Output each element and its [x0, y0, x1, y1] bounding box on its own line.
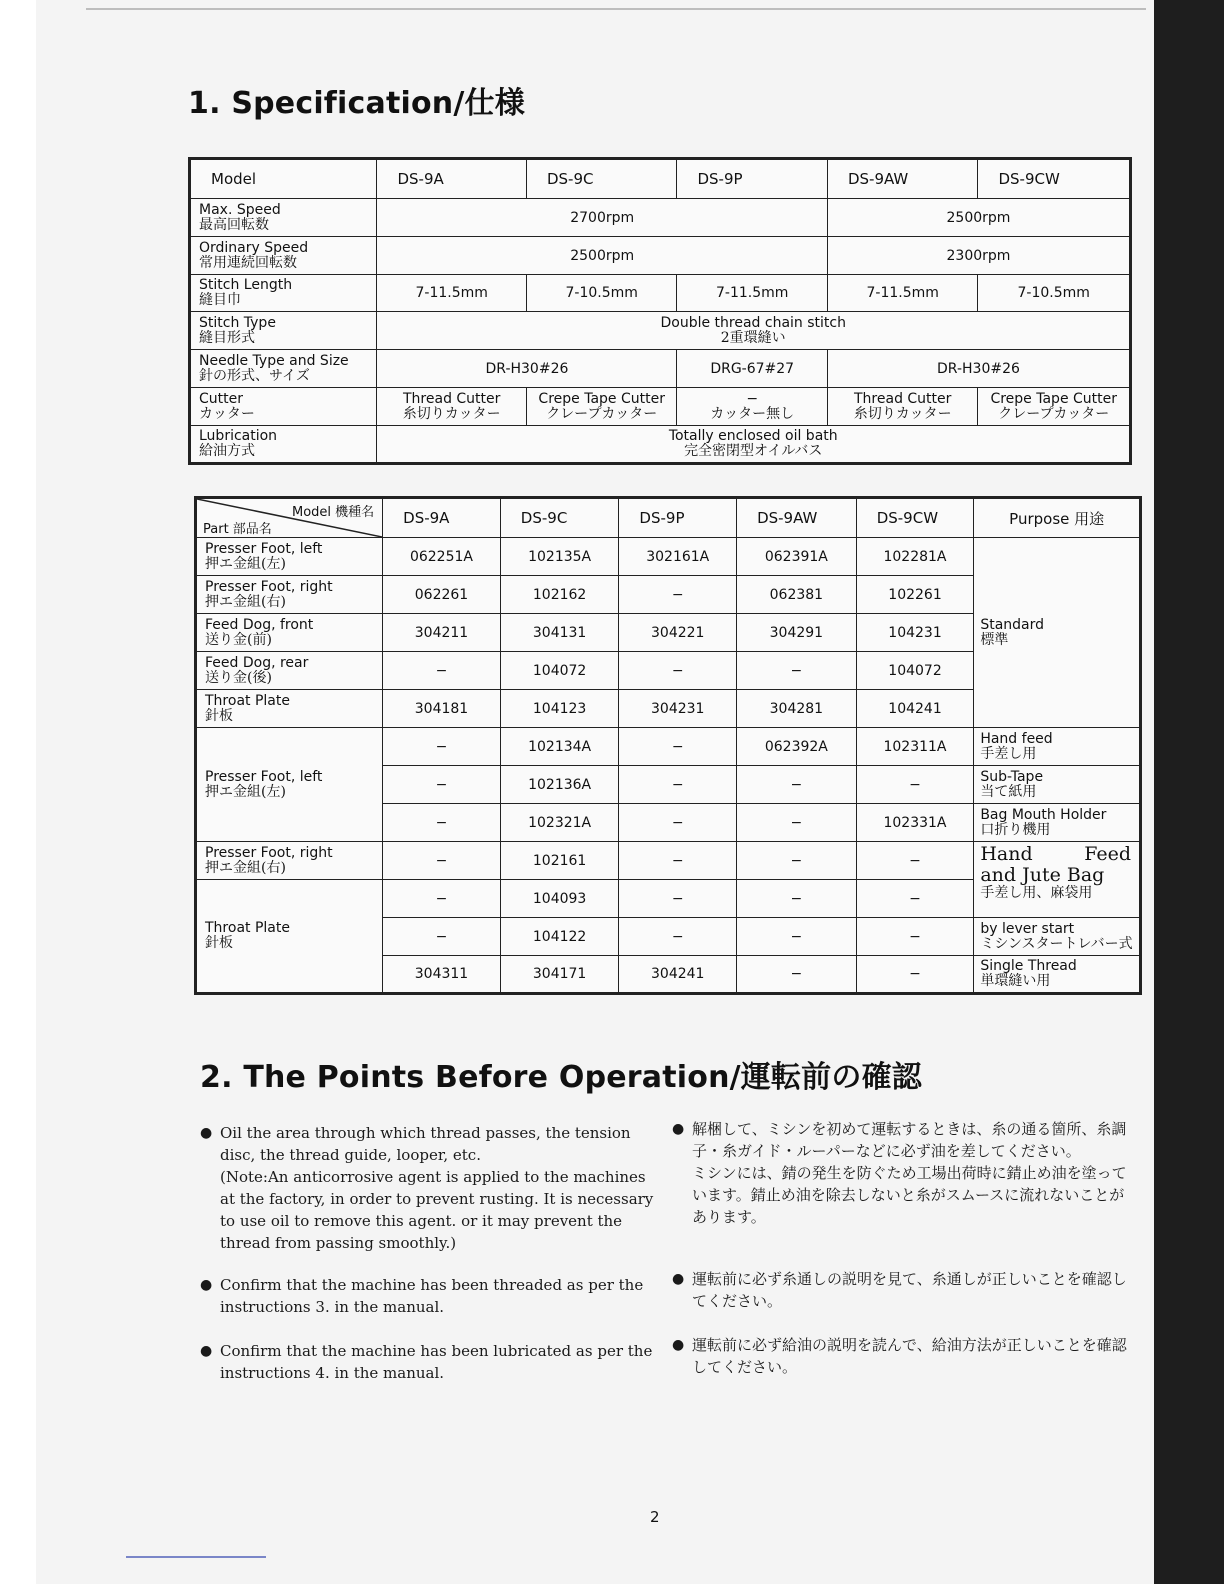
model-name: DS-9CW: [978, 159, 1131, 199]
part-number: −: [383, 880, 501, 918]
part-number: −: [383, 918, 501, 956]
part-number: −: [383, 804, 501, 842]
model-name: DS-9A: [383, 498, 501, 538]
row-label: Ordinary Speed 常用連続回転数: [190, 237, 377, 275]
purpose-cell: Sub-Tape 当て紙用: [974, 766, 1141, 804]
part-number: 104123: [500, 690, 619, 728]
part-label: Presser Foot, right 押エ金組(右): [196, 576, 383, 614]
part-number: 062381: [737, 576, 857, 614]
part-number: 062261: [383, 576, 501, 614]
part-number: −: [737, 880, 857, 918]
point-en-3: [200, 1340, 656, 1384]
spec-header-row: [190, 159, 1131, 199]
purpose-cell: Single Thread 単環縫い用: [974, 956, 1141, 994]
parts-row: [196, 728, 1141, 766]
scan-bottom-mark: [126, 1556, 266, 1558]
part-number: −: [737, 766, 857, 804]
part-label: Throat Plate 針板: [196, 880, 383, 994]
row-label: Stitch Length 縫目巾: [190, 275, 377, 312]
part-number: 304231: [619, 690, 737, 728]
purpose-cell: by lever start ミシンスタートレバー式: [974, 918, 1141, 956]
part-number: 102321A: [500, 804, 619, 842]
part-number: −: [619, 652, 737, 690]
part-number: −: [856, 956, 974, 994]
part-number: −: [737, 956, 857, 994]
bullet-text: ● Oil the area through which thread passes, the tension disc, the thread guide, looper, etc.: [200, 1122, 656, 1166]
ordinary-speed-row: [190, 237, 1131, 275]
stitch-length-value: 7-10.5mm: [526, 275, 677, 312]
part-label: Presser Foot, right 押エ金組(右): [196, 842, 383, 880]
part-number: 102135A: [500, 538, 619, 576]
part-number: −: [383, 842, 501, 880]
part-number: 304291: [737, 614, 857, 652]
part-number: 304311: [383, 956, 501, 994]
part-number: 062392A: [737, 728, 857, 766]
point-jp-3: [672, 1334, 1132, 1378]
scan-dark-margin: [1154, 0, 1224, 1584]
bullet-text: ● 運転前に必ず給油の説明を読んで、給油方法が正しいことを確認してください。: [672, 1334, 1132, 1378]
part-number: 102136A: [500, 766, 619, 804]
ordinary-speed-value: 2300rpm: [827, 237, 1130, 275]
part-number: 304241: [619, 956, 737, 994]
part-number: 062391A: [737, 538, 857, 576]
stitch-length-row: [190, 275, 1131, 312]
part-number: −: [619, 576, 737, 614]
page-top-edge: [86, 8, 1146, 10]
stitch-type-value: Double thread chain stitch 2重環縫い: [377, 312, 1131, 350]
cutter-value: Crepe Tape Cutter クレープカッター: [526, 388, 677, 426]
part-number: 104072: [500, 652, 619, 690]
part-number: −: [737, 842, 857, 880]
point-jp-1: [672, 1118, 1132, 1228]
cutter-value: − カッター無し: [677, 388, 828, 426]
part-number: −: [383, 652, 501, 690]
part-label: Feed Dog, front 送り金(前): [196, 614, 383, 652]
part-label: Presser Foot, left 押エ金組(左): [196, 728, 383, 842]
max-speed-value: 2700rpm: [377, 199, 828, 237]
part-number: 304221: [619, 614, 737, 652]
part-number: −: [619, 804, 737, 842]
part-number: −: [737, 804, 857, 842]
part-number: 102161: [500, 842, 619, 880]
point-en-1: [200, 1122, 656, 1254]
part-number: −: [856, 918, 974, 956]
parts-row: [196, 538, 1141, 576]
row-label: Max. Speed 最高回転数: [190, 199, 377, 237]
lubrication-value: Totally enclosed oil bath 完全密閉型オイルバス: [377, 426, 1131, 464]
needle-value: DR-H30#26: [377, 350, 677, 388]
part-number: −: [619, 728, 737, 766]
section-2-title: 2. The Points Before Operation/運転前の確認: [200, 1060, 922, 1095]
part-number: −: [619, 766, 737, 804]
model-label: Model: [190, 159, 377, 199]
parts-row: [196, 842, 1141, 880]
bullet-text: ● 運転前に必ず糸通しの説明を見て、糸通しが正しいことを確認してください。: [672, 1268, 1132, 1312]
part-number: −: [619, 918, 737, 956]
model-name: DS-9C: [500, 498, 619, 538]
point-en-2: [200, 1274, 656, 1318]
stitch-type-row: [190, 312, 1131, 350]
part-number: −: [383, 728, 501, 766]
part-label: Throat Plate 針板: [196, 690, 383, 728]
purpose-header: Purpose 用途: [974, 498, 1141, 538]
model-name: DS-9P: [619, 498, 737, 538]
model-name: DS-9C: [526, 159, 677, 199]
model-name: DS-9AW: [737, 498, 857, 538]
part-number: 102162: [500, 576, 619, 614]
part-number: 102331A: [856, 804, 974, 842]
part-number: −: [856, 842, 974, 880]
part-label: Presser Foot, left 押エ金組(左): [196, 538, 383, 576]
max-speed-value: 2500rpm: [827, 199, 1130, 237]
part-number: 102311A: [856, 728, 974, 766]
header-part-label: Part 部品名: [203, 522, 272, 537]
bullet-text: ● Confirm that the machine has been threaded as per the instructions 3. in the manual.: [200, 1274, 656, 1318]
part-number: 062251A: [383, 538, 501, 576]
model-part-header: [196, 498, 383, 538]
parts-header-row: [196, 498, 1141, 538]
row-label: Cutter カッター: [190, 388, 377, 426]
part-number: 104093: [500, 880, 619, 918]
purpose-cell: Hand feed 手差し用: [974, 728, 1141, 766]
part-number: −: [619, 880, 737, 918]
part-number: −: [383, 766, 501, 804]
stitch-length-value: 7-11.5mm: [377, 275, 527, 312]
section-1-title: 1. Specification/仕様: [188, 86, 525, 121]
part-number: 304181: [383, 690, 501, 728]
part-number: −: [619, 842, 737, 880]
needle-value: DRG-67#27: [677, 350, 828, 388]
part-number: 304171: [500, 956, 619, 994]
part-number: 102134A: [500, 728, 619, 766]
cutter-value: Thread Cutter 糸切りカッター: [377, 388, 527, 426]
lubrication-row: [190, 426, 1131, 464]
part-number: 304281: [737, 690, 857, 728]
cutter-value: Crepe Tape Cutter クレープカッター: [978, 388, 1131, 426]
purpose-standard: Standard 標準: [974, 538, 1141, 728]
note-text: (Note:An anticorrosive agent is applied to the machines at the factory, in order to prevent rusting. It is necessary to use oil to remove this agent. or it may prevent the thread from passing smoothly.): [220, 1168, 654, 1252]
note-text: ミシンには、錆の発生を防ぐため工場出荷時に錆止め油を塗っています。錆止め油を除去しないと糸がスムースに流れないことがあります。: [692, 1164, 1127, 1226]
purpose-hand-feed-jute: Hand Feed and Jute Bag 手差し用、麻袋用: [974, 842, 1141, 918]
row-label: Lubrication 給油方式: [190, 426, 377, 464]
needle-row: [190, 350, 1131, 388]
part-number: −: [737, 652, 857, 690]
part-number: 102281A: [856, 538, 974, 576]
bullet-text: ● 解梱して、ミシンを初めて運転するときは、糸の通る箇所、糸調子・糸ガイド・ルーパーなどに必ず油を差してください。: [672, 1118, 1132, 1162]
part-number: 104122: [500, 918, 619, 956]
part-number: 302161A: [619, 538, 737, 576]
row-label: Needle Type and Size 針の形式、サイズ: [190, 350, 377, 388]
part-number: −: [856, 880, 974, 918]
part-number: 304211: [383, 614, 501, 652]
part-number: 304131: [500, 614, 619, 652]
parts-table: [194, 496, 1142, 995]
point-jp-2: [672, 1268, 1132, 1312]
model-name: DS-9AW: [827, 159, 978, 199]
stitch-length-value: 7-11.5mm: [827, 275, 978, 312]
page-number: 2: [650, 1508, 660, 1526]
model-name: DS-9CW: [856, 498, 974, 538]
stitch-length-value: 7-10.5mm: [978, 275, 1131, 312]
part-number: −: [737, 918, 857, 956]
part-label: Feed Dog, rear 送り金(後): [196, 652, 383, 690]
model-name: DS-9A: [377, 159, 527, 199]
max-speed-row: [190, 199, 1131, 237]
stitch-length-value: 7-11.5mm: [677, 275, 828, 312]
part-number: 104231: [856, 614, 974, 652]
part-number: 104241: [856, 690, 974, 728]
part-number: 104072: [856, 652, 974, 690]
purpose-cell: Bag Mouth Holder 口折り機用: [974, 804, 1141, 842]
part-number: −: [856, 766, 974, 804]
cutter-value: Thread Cutter 糸切りカッター: [827, 388, 978, 426]
cutter-row: [190, 388, 1131, 426]
header-model-label: Model 機種名: [291, 505, 375, 520]
ordinary-speed-value: 2500rpm: [377, 237, 828, 275]
bullet-text: ● Confirm that the machine has been lubricated as per the instructions 4. in the manual.: [200, 1340, 656, 1384]
needle-value: DR-H30#26: [827, 350, 1130, 388]
specification-table: [188, 157, 1132, 465]
part-number: 102261: [856, 576, 974, 614]
model-name: DS-9P: [677, 159, 828, 199]
row-label: Stitch Type 縫目形式: [190, 312, 377, 350]
